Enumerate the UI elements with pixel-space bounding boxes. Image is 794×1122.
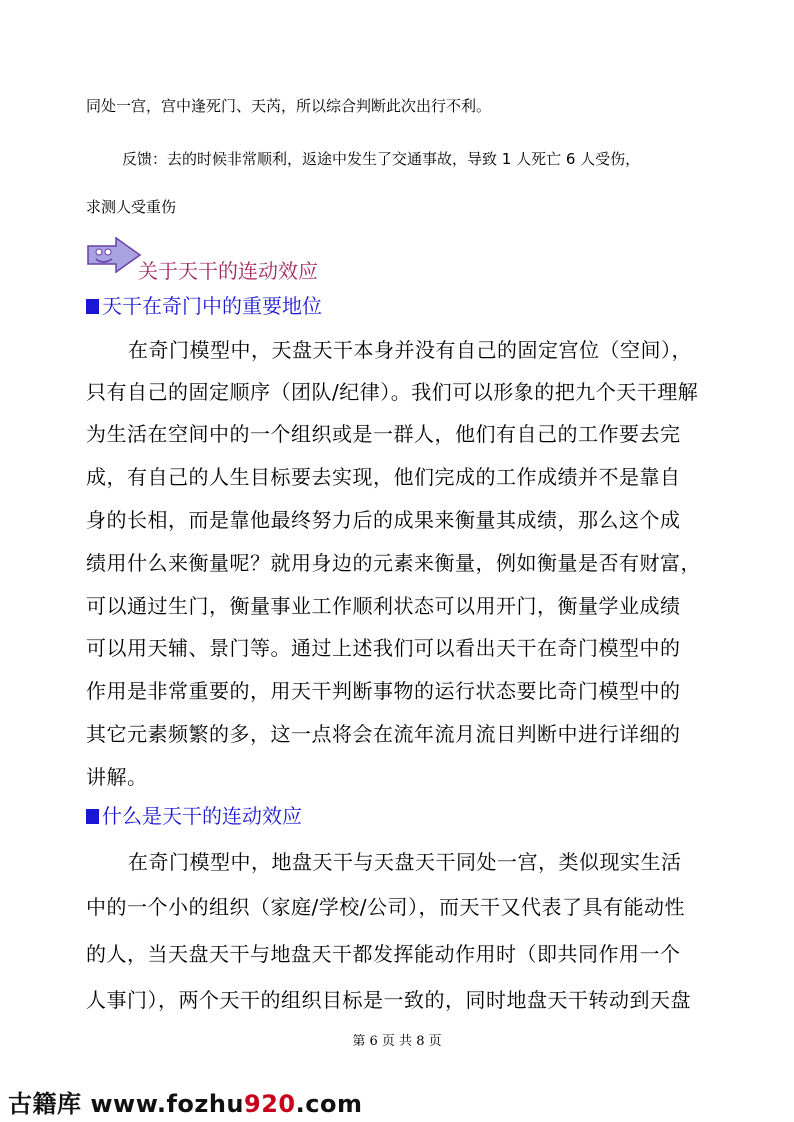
para1-line-2: 只有自己的固定顺序（团队/纪律）。我们可以形象的把九个天干理解 — [86, 380, 699, 404]
text-line-1: 同处一宫，宫中逢死门、天芮，所以综合判断此次出行不利。 — [86, 97, 492, 115]
para1-line-9: 作用是非常重要的，用天干判断事物的运行状态要比奇门模型中的 — [86, 679, 681, 703]
para2-line-4: 人事门），两个天干的组织目标是一致的，同时地盘天干转动到天盘 — [86, 988, 691, 1012]
para1-line-6: 绩用什么来衡量呢？就用身边的元素来衡量，例如衡量是否有财富， — [86, 551, 701, 575]
para2-line-1: 在奇门模型中，地盘天干与天盘天干同处一宫，类似现实生活 — [128, 850, 682, 874]
para1-line-10: 其它元素频繁的多，这一点将会在流年流月流日判断中进行详细的 — [86, 722, 681, 746]
heading-linkage — [86, 800, 302, 829]
watermark-suffix: .com — [295, 1090, 363, 1118]
heading-importance — [86, 290, 322, 319]
para1-line-3: 为生活在空间中的一个组织或是一群人，他们有自己的工作要去完 — [86, 422, 681, 446]
square-bullet-icon — [86, 809, 99, 824]
para1-line-1: 在奇门模型中，天盘天干本身并没有自己的固定宫位（空间）， — [128, 338, 692, 362]
para1-line-11: 讲解。 — [86, 765, 148, 789]
para1-line-4: 成，有自己的人生目标要去实现，他们完成的工作成绩并不是靠自 — [86, 465, 681, 489]
text-line-3: 求测人受重伤 — [86, 198, 177, 216]
watermark — [8, 1084, 362, 1119]
para2-line-3: 的人，当天盘天干与地盘天干都发挥能动作用时（即共同作用一个 — [86, 942, 681, 966]
text-line-2: 反馈：去的时候非常顺利，返途中发生了交通事故，导致 1 人死亡 6 人受伤， — [122, 150, 641, 168]
page-number: 第 6 页 共 8 页 — [352, 1034, 442, 1049]
arrow-face-icon — [86, 236, 142, 274]
heading-linkage-text: 什么是天干的连动效应 — [102, 804, 302, 828]
heading-importance-text: 天干在奇门中的重要地位 — [102, 294, 322, 318]
para1-line-5: 身的长相，而是靠他最终努力后的成果来衡量其成绩，那么这个成 — [86, 508, 681, 532]
para1-line-8: 可以用天辅、景门等。通过上述我们可以看出天干在奇门模型中的 — [86, 636, 681, 660]
para2-line-2: 中的一个小的组织（家庭/学校/公司），而天干又代表了具有能动性 — [86, 895, 685, 919]
square-bullet-icon — [86, 299, 99, 314]
para1-line-7: 可以通过生门，衡量事业工作顺利状态可以用开门，衡量学业成绩 — [86, 594, 681, 618]
watermark-prefix: 古籍库 www.fozhu — [8, 1090, 245, 1118]
watermark-accent: 920 — [244, 1090, 296, 1118]
section-title: 关于天干的连动效应 — [138, 259, 318, 283]
